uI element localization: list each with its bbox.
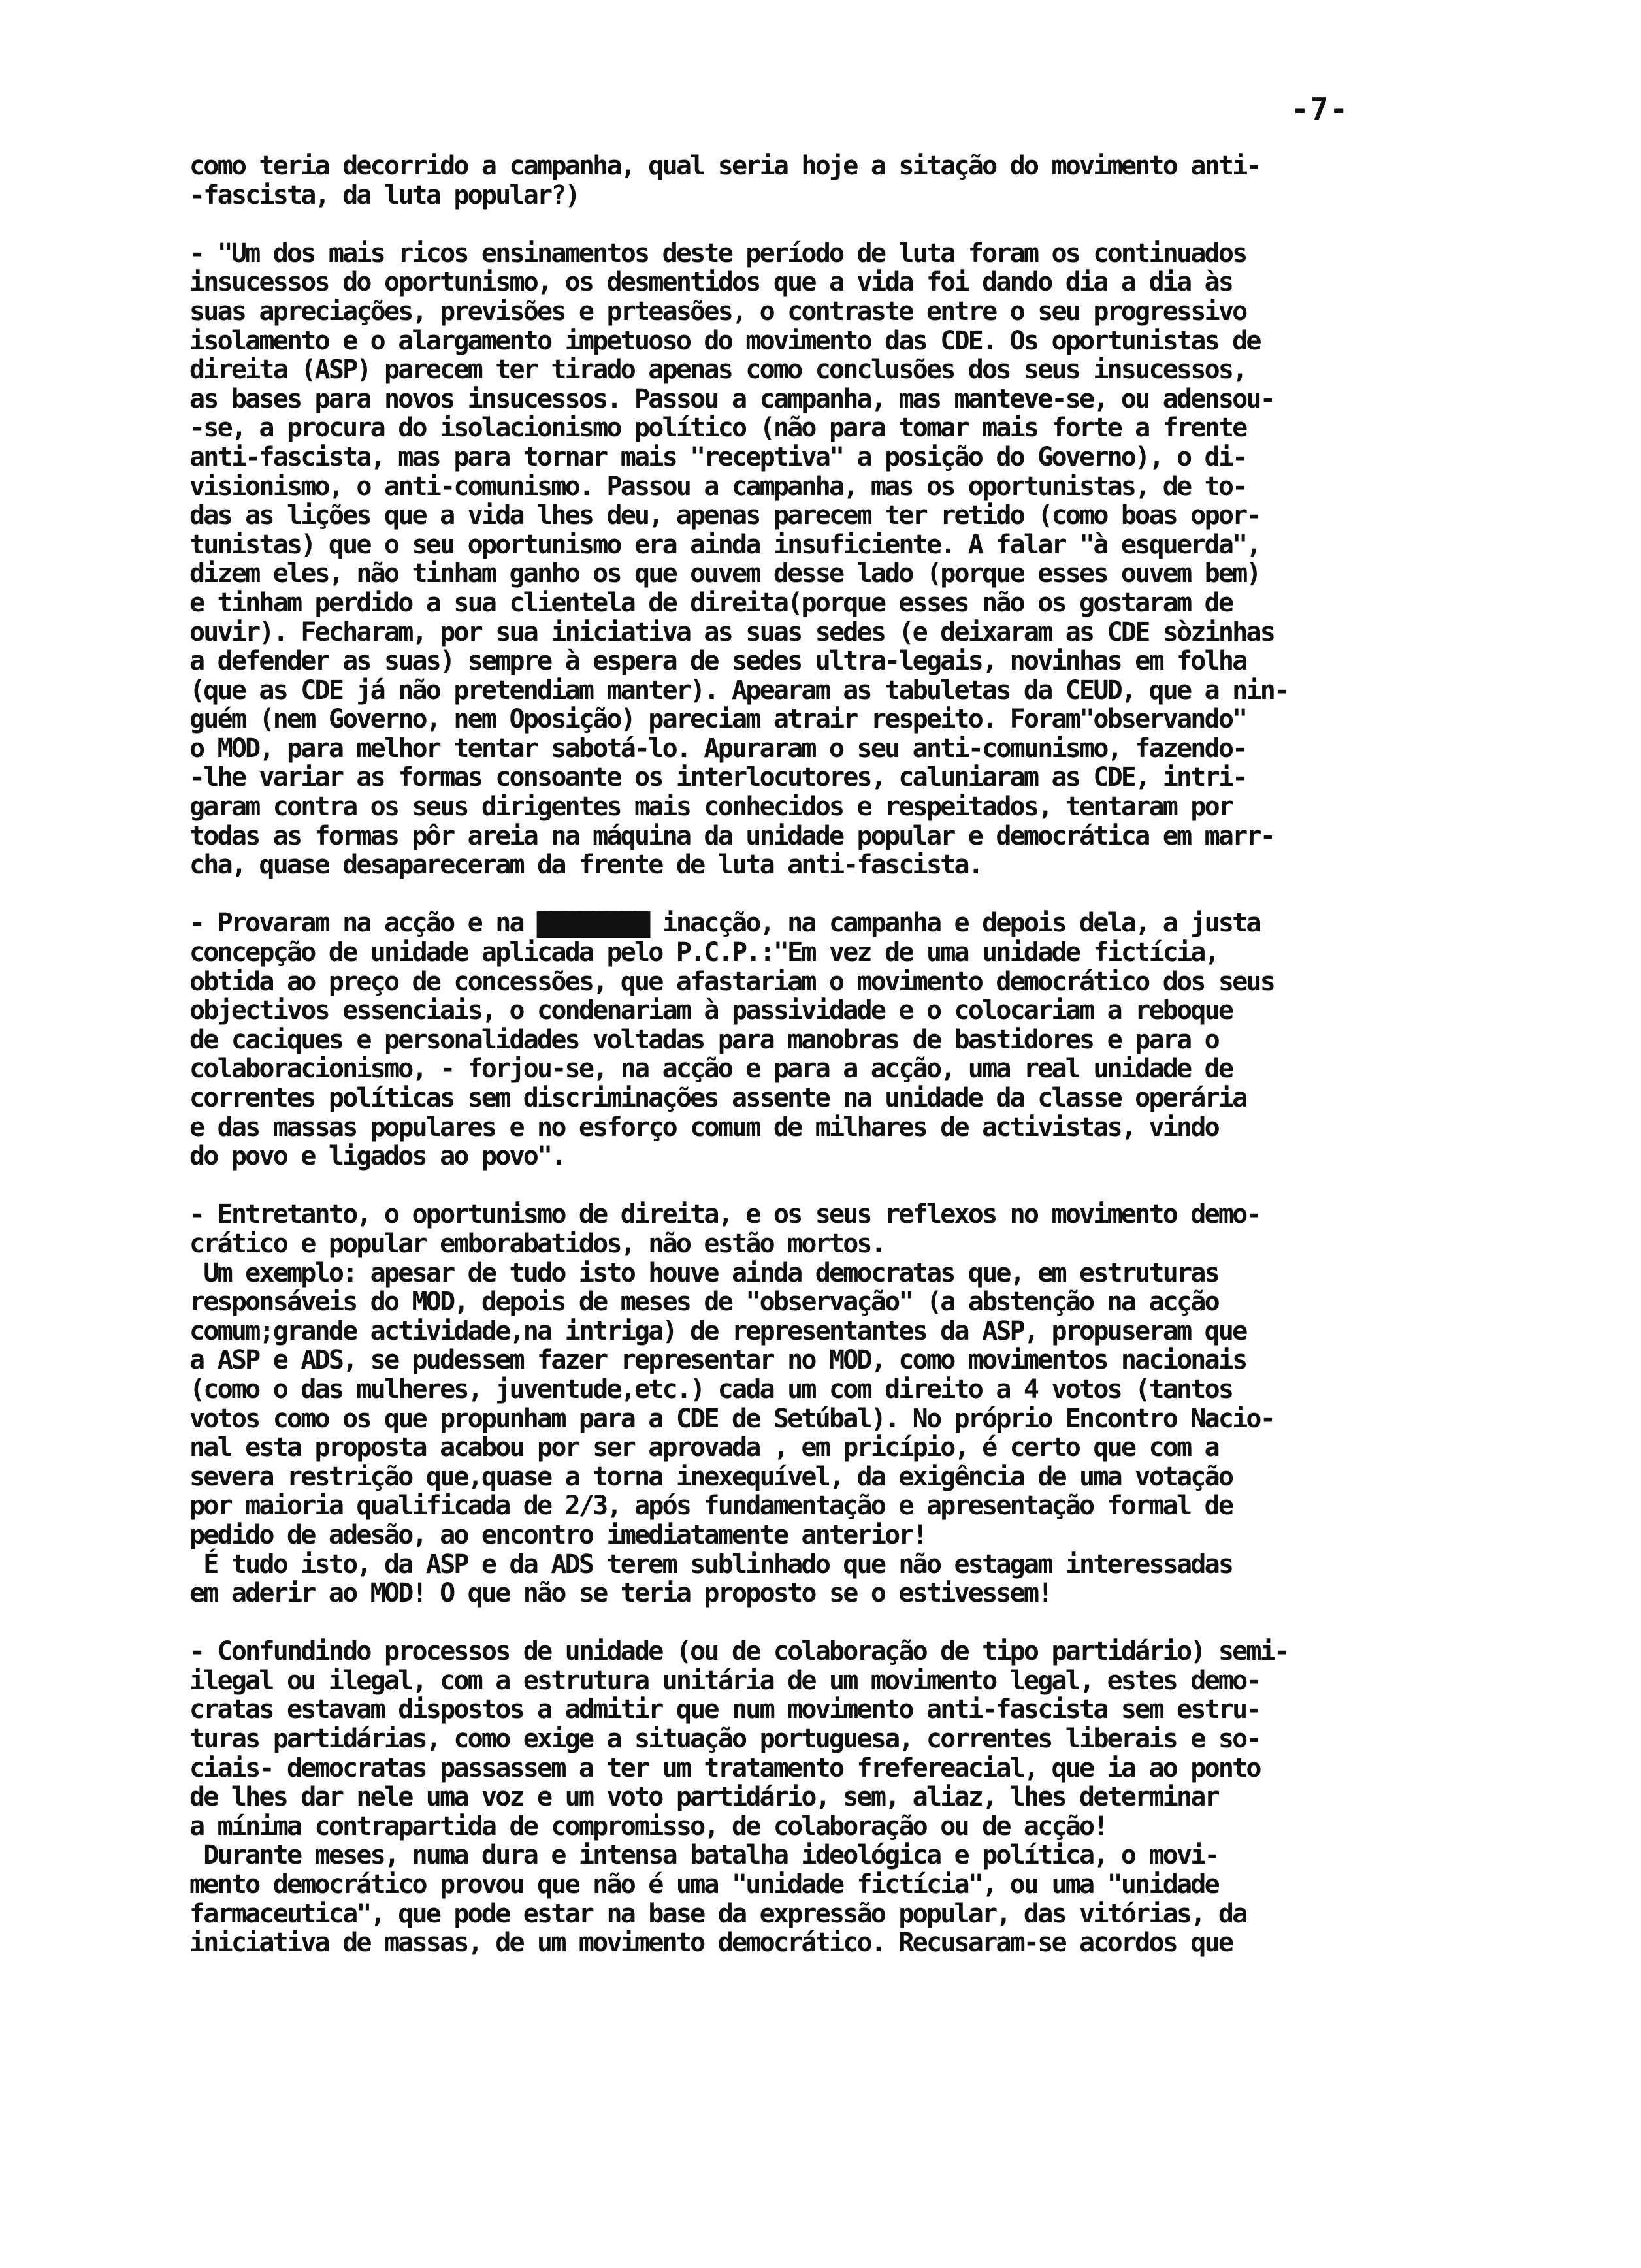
text-line: ilegal ou ilegal, com a estrutura unitária de um movimento legal, estes demo- bbox=[189, 1665, 1260, 1696]
document-body bbox=[189, 152, 1581, 1958]
text-line: pedido de adesão, ao encontro imediatamente anterior! bbox=[189, 1519, 926, 1550]
paragraph-gap bbox=[189, 1608, 1581, 1638]
text-line: de caciques e personalidades voltadas para manobras de bastidores e para o bbox=[189, 1024, 1218, 1055]
text-line: concepção de unidade aplicada pelo P.C.P.:"Em vez de uma unidade fictícia, bbox=[189, 937, 1218, 968]
text-line: - Confundindo processos de unidade (ou de colaboração de tipo partidário) semi- bbox=[189, 1636, 1288, 1667]
text-line: isolamento e o alargamento impetuoso do movimento das CDE. Os oportunistas de bbox=[189, 325, 1260, 356]
text-line: -se, a procura do isolacionismo político (não para tomar mais forte a frente bbox=[189, 413, 1246, 444]
text-line: a ASP e ADS, se pudessem fazer representar no MOD, como movimentos nacionais bbox=[189, 1345, 1246, 1376]
text-line: e tinham perdido a sua clientela de direita(porque esses não os gostaram de bbox=[189, 587, 1233, 618]
text-line: em aderir ao MOD! O que não se teria proposto se o estivessem! bbox=[189, 1578, 1052, 1609]
text-line: obtida ao preço de concessões, que afastariam o movimento democrático dos seus bbox=[189, 966, 1274, 997]
text-line: Um exemplo: apesar de tudo isto houve ainda democratas que, em estruturas bbox=[189, 1257, 1218, 1288]
text-line: cratas estavam dispostos a admitir que num movimento anti-fascista sem estru- bbox=[189, 1694, 1260, 1725]
text-line: anti-fascista, mas para tornar mais "receptiva" a posição do Governo), o di- bbox=[189, 442, 1246, 472]
text-line: crático e popular emborabatidos, não estão mortos. bbox=[189, 1228, 885, 1259]
text-line: dizem eles, não tinham ganho os que ouvem desse lado (porque esses ouvem bem) bbox=[189, 559, 1260, 589]
text-line: nal esta proposta acabou por ser aprovada , em pricípio, é certo que com a bbox=[189, 1433, 1218, 1463]
paragraph-gap bbox=[189, 210, 1581, 239]
text-line: -lhe variar as formas consoante os interlocutores, caluniaram as CDE, intri- bbox=[189, 762, 1246, 793]
text-line: - Entretanto, o oportunismo de direita, e os seus reflexos no movimento demo- bbox=[189, 1199, 1260, 1230]
paragraph bbox=[189, 1200, 1581, 1608]
paragraph bbox=[189, 909, 1581, 1171]
text-line: a defender as suas) sempre à espera de sedes ultra-legais, novinhas em folha bbox=[189, 646, 1246, 677]
text-line: a mínima contrapartida de compromisso, de colaboração ou de acção! bbox=[189, 1811, 1107, 1841]
text-line: comum;grande actividade,na intriga) de representantes da ASP, propuseram que bbox=[189, 1316, 1246, 1346]
text-line: iniciativa de massas, de um movimento democrático. Recusaram-se acordos que bbox=[189, 1928, 1233, 1958]
text-line: mento democrático provou que não é uma "unidade fictícia", ou uma "unidade bbox=[189, 1870, 1218, 1900]
paragraph bbox=[189, 1637, 1581, 1958]
text-line: Durante meses, numa dura e intensa batalha ideológica e política, o movi- bbox=[189, 1840, 1218, 1871]
text-line: as bases para novos insucessos. Passou a campanha, mas manteve-se, ou adensou- bbox=[189, 383, 1274, 414]
paragraph-gap bbox=[189, 1171, 1581, 1201]
page-number: -7- bbox=[1291, 91, 1350, 127]
text-line: correntes políticas sem discriminações assente na unidade da classe operária bbox=[189, 1083, 1246, 1113]
text-line: como teria decorrido a campanha, qual seria hoje a sitação do movimento anti- bbox=[189, 151, 1260, 181]
paragraph bbox=[189, 239, 1581, 880]
text-line: farmaceutica", que pode estar na base da expressão popular, das vitórias, da bbox=[189, 1898, 1246, 1929]
text-line: direita (ASP) parecem ter tirado apenas como conclusões dos seus insucessos, bbox=[189, 355, 1246, 385]
text-line: tunistas) que o seu oportunismo era ainda insuficiente. A falar "à esquerda", bbox=[189, 529, 1260, 560]
text-line: insucessos do oportunismo, os desmentidos que a vida foi dando dia a dia às bbox=[189, 267, 1233, 298]
text-line: ciais- democratas passassem a ter um tratamento frefereacial, que ia ao ponto bbox=[189, 1753, 1260, 1783]
text-line: e das massas populares e no esforço comum de milhares de activistas, vindo bbox=[189, 1112, 1218, 1142]
text-line: -fascista, da luta popular?) bbox=[189, 180, 579, 210]
text-line: do povo e ligados ao povo". bbox=[189, 1141, 565, 1172]
text-line: cha, quase desapareceram da frente de luta anti-fascista. bbox=[189, 850, 983, 881]
text-line: (como o das mulheres, juventude,etc.) cada um com direito a 4 votos (tantos bbox=[189, 1374, 1233, 1404]
text-line: o MOD, para melhor tentar sabotá-lo. Apuraram o seu anti-comunismo, fazendo- bbox=[189, 733, 1246, 764]
text-line: votos como os que propunham para a CDE de Setúbal). No próprio Encontro Nacio- bbox=[189, 1403, 1274, 1434]
text-line: É tudo isto, da ASP e da ADS terem sublinhado que não estagam interessadas bbox=[189, 1549, 1233, 1580]
text-line: - Provaram na acção e na ▇▇▇▇▇▇▇▇ inacção, na campanha e depois dela, a justa bbox=[189, 908, 1260, 939]
text-line: (que as CDE já não pretendiam manter). Apearam as tabuletas da CEUD, que a nin- bbox=[189, 675, 1288, 705]
text-line: das as lições que a vida lhes deu, apenas parecem ter retido (como boas opor- bbox=[189, 500, 1260, 531]
text-line: todas as formas pôr areia na máquina da unidade popular e democrática em marr- bbox=[189, 820, 1274, 851]
paragraph-gap bbox=[189, 880, 1581, 909]
text-line: turas partidárias, como exige a situação portuguesa, correntes liberais e so- bbox=[189, 1724, 1260, 1755]
text-line: ouvir). Fecharam, por sua iniciativa as suas sedes (e deixaram as CDE sòzinhas bbox=[189, 617, 1274, 647]
text-line: de lhes dar nele uma voz e um voto partidário, sem, aliaz, lhes determinar bbox=[189, 1782, 1218, 1813]
text-line: responsáveis do MOD, depois de meses de "observação" (a abstenção na acção bbox=[189, 1287, 1218, 1318]
text-line: severa restrição que,quase a torna inexequível, da exigência de uma votação bbox=[189, 1461, 1233, 1492]
text-line: guém (nem Governo, nem Oposição) pareciam atrair respeito. Foram"observando" bbox=[189, 704, 1246, 735]
text-line: por maioria qualificada de 2/3, após fundamentação e apresentação formal de bbox=[189, 1491, 1233, 1521]
text-line: visionismo, o anti-comunismo. Passou a campanha, mas os oportunistas, de to- bbox=[189, 471, 1246, 502]
text-line: - "Um dos mais ricos ensinamentos deste período de luta foram os continuados bbox=[189, 238, 1246, 268]
paragraph bbox=[189, 152, 1581, 210]
text-line: suas apreciações, previsões e prteasões, o contraste entre o seu progressivo bbox=[189, 296, 1246, 327]
text-line: colaboracionismo, - forjou-se, na acção e para a acção, uma real unidade de bbox=[189, 1054, 1233, 1084]
text-line: garam contra os seus dirigentes mais conhecidos e respeitados, tentaram por bbox=[189, 792, 1233, 822]
text-line: objectivos essenciais, o condenariam à passividade e o colocariam a reboque bbox=[189, 996, 1233, 1026]
